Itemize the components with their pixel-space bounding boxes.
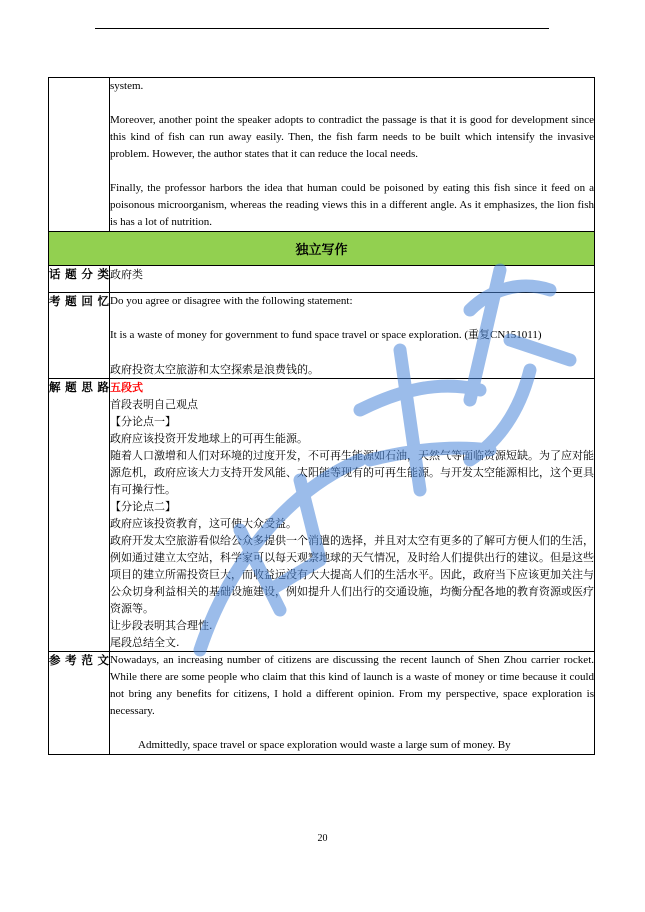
section-title: 独立写作 bbox=[49, 232, 595, 266]
approach-line: 【分论点二】 bbox=[110, 500, 176, 513]
essay-paragraph: Admittedly, space travel or space exploration would waste a large sum of money. By bbox=[138, 739, 511, 751]
approach-line: 政府开发太空旅游看似给公众多提供一个消遣的选择，并且对太空有更多的了解可方便人们的生活，例如通过建立太空站，科学家可以每天观察地球的天气情况，及时给人们提供出行的建议。但是这些项目的建立所需投资巨大，而收益远没有大大提高人们的生活水平。因此，政府当下应该更加关注与公众切身利益相关的基础设施建设，例如提升人们出行的交通设施，均衡分配各地的教育资源或医疗资源等。 bbox=[110, 534, 594, 615]
approach-heading: 五段式 bbox=[110, 381, 143, 394]
table-row bbox=[49, 266, 595, 293]
approach-line: 随着人口激增和人们对环境的过度开发，不可再生能源如石油，天然气等面临资源短缺。为了应对能源危机，政府应该大力支持开发风能、太阳能等现有的可再生能源。与开发太空能源相比，这个更具有可操行性。 bbox=[110, 449, 594, 496]
table-row bbox=[49, 78, 595, 232]
recall-label: 考题回忆 bbox=[49, 293, 110, 379]
recall-translation: 政府投资太空旅游和太空探索是浪费钱的。 bbox=[110, 363, 319, 376]
summary-paragraph: Finally, the professor harbors the idea that human could be poisoned by eating this fish since it feed on a poisonous microorganism, whereas the reading views this in a different angle. As it emphasizes, the lion fish is has a lot of nutrition. bbox=[110, 182, 594, 228]
essay-paragraph: Nowadays, an increasing number of citizens are discussing the recent launch of Shen Zhou carrier rocket. While there are some people who claim that this kind of launch is a waste of money or time because it could not bring any benefits for citizens, I hold a different opinion. From my perspective, space exploration is necessary. bbox=[110, 654, 594, 717]
recall-cell bbox=[110, 293, 595, 379]
approach-line: 让步段表明其合理性. bbox=[110, 619, 213, 632]
topic-label: 话题分类 bbox=[49, 266, 110, 293]
listening-summary-cell bbox=[110, 78, 595, 232]
table-row bbox=[49, 652, 595, 755]
header-rule bbox=[95, 28, 549, 29]
recall-statement: It is a waste of money for government to fund space travel or space exploration. (重复CN151011) bbox=[110, 329, 542, 341]
approach-line: 政府应该投资开发地球上的可再生能源。 bbox=[110, 432, 308, 445]
recall-prompt: Do you agree or disagree with the following statement: bbox=[110, 295, 353, 307]
essay-cell bbox=[110, 652, 595, 755]
approach-label: 解题思路 bbox=[49, 379, 110, 652]
summary-paragraph: system. bbox=[110, 80, 144, 92]
empty-label-cell bbox=[49, 78, 110, 232]
section-header-row bbox=[49, 232, 595, 266]
topic-value: 政府类 bbox=[110, 266, 595, 293]
approach-line: 政府应该投资教育，这可使大众受益。 bbox=[110, 517, 297, 530]
summary-paragraph: Moreover, another point the speaker adopts to contradict the passage is that it is good for development since this kind of fish can run away easily. Then, the fish farm needs to be built which intensify the invasive problem. However, the author states that it can reduce the local needs. bbox=[110, 114, 594, 160]
approach-line: 首段表明自己观点 bbox=[110, 398, 198, 411]
document-table bbox=[48, 77, 595, 755]
approach-line: 尾段总结全文. bbox=[110, 636, 180, 649]
table-row bbox=[49, 293, 595, 379]
approach-cell bbox=[110, 379, 595, 652]
page-number: 20 bbox=[317, 833, 328, 844]
table-row bbox=[49, 379, 595, 652]
essay-label: 参考范文 bbox=[49, 652, 110, 755]
approach-line: 【分论点一】 bbox=[110, 415, 176, 428]
